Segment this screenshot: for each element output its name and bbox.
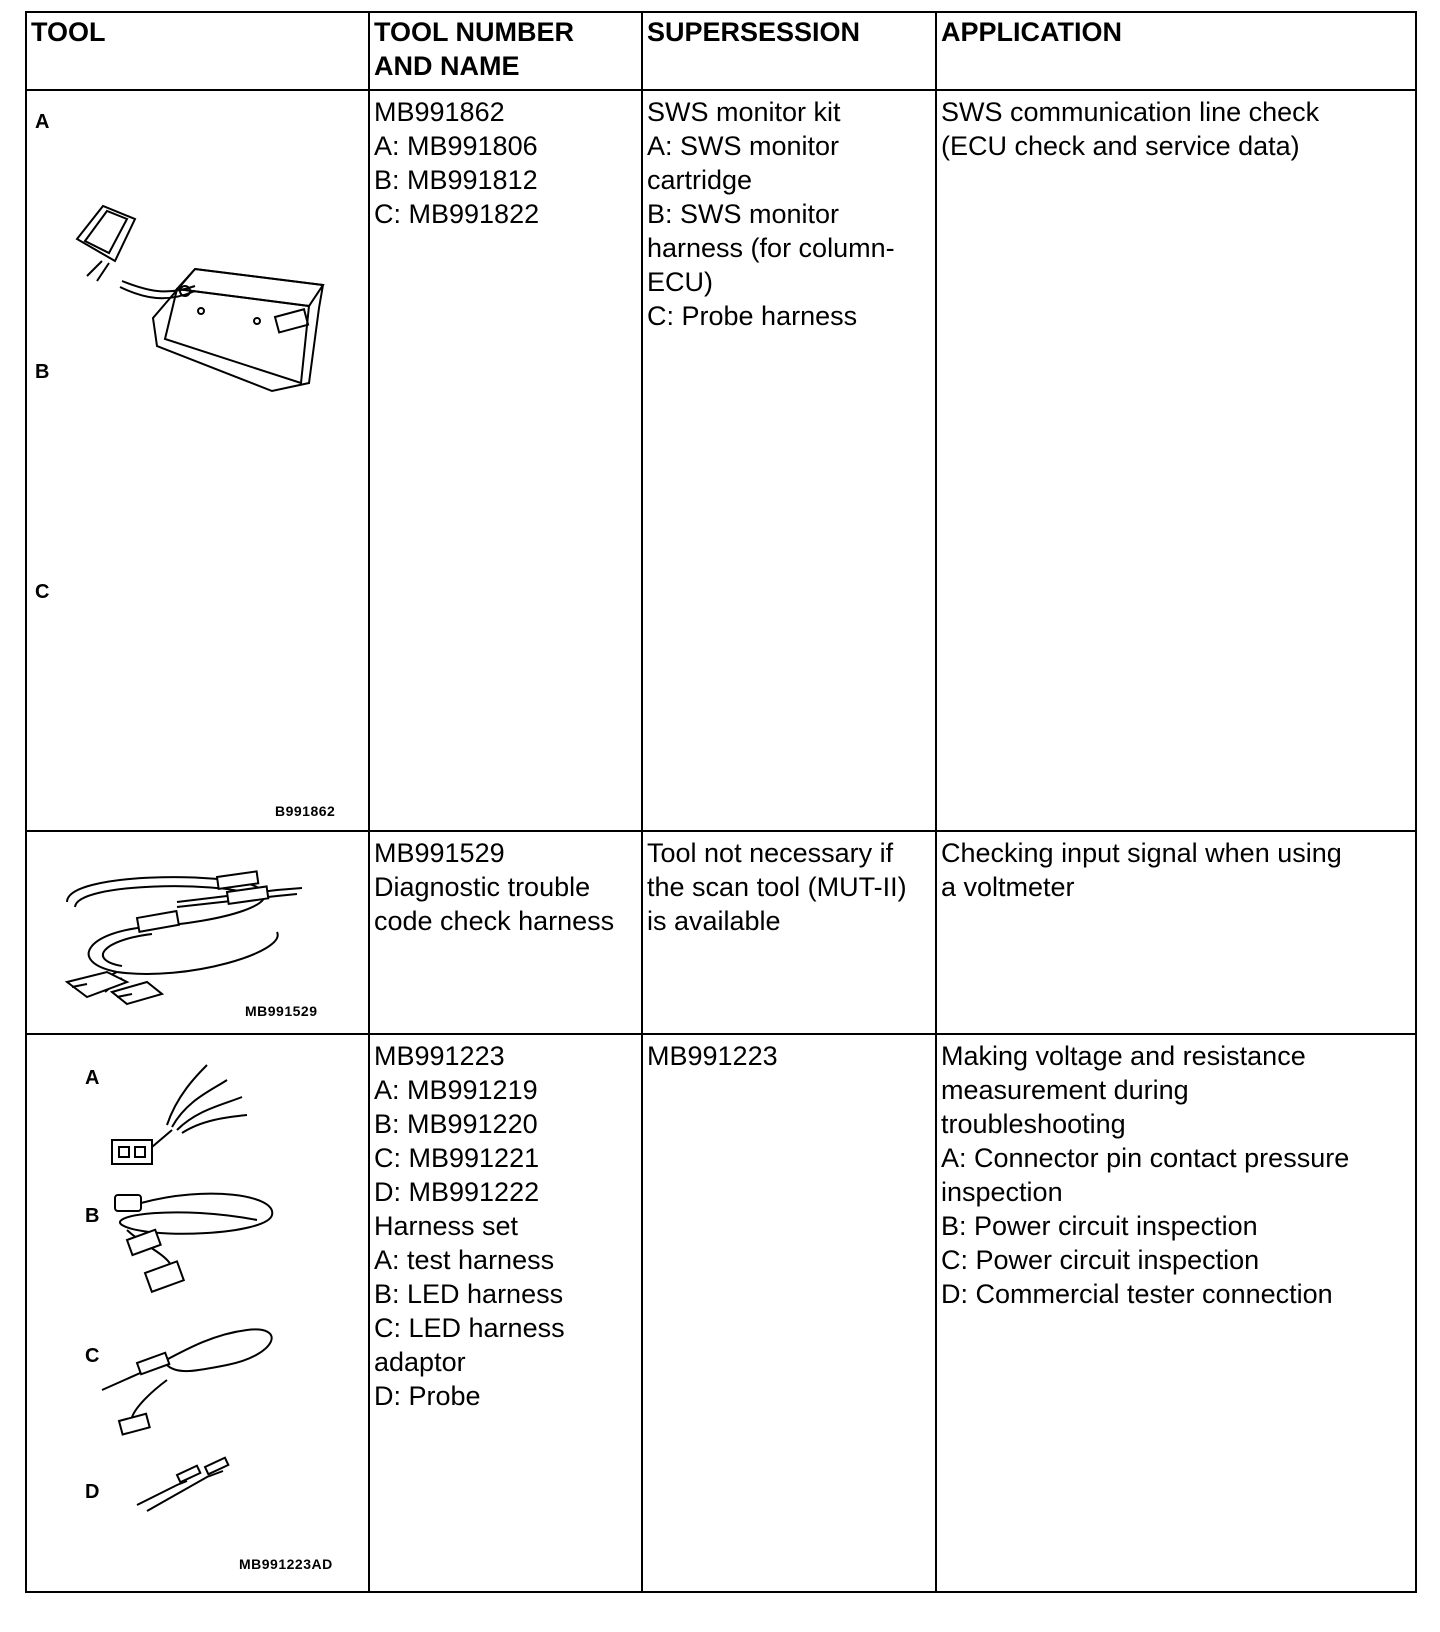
application-line: A: Connector pin contact pressure [941,1143,1350,1173]
tool-number-line: A: MB991219 [374,1075,538,1105]
application-line: measurement during [941,1075,1189,1105]
supersession-line: ECU) [647,267,713,297]
harness-set-illustration [27,1035,370,1593]
table-row [26,90,1416,831]
header-tool [26,12,369,90]
tool-number-cell [369,1034,642,1592]
tool-number-line: C: MB991822 [374,199,540,229]
tool-number-line: Harness set [374,1211,519,1241]
special-tools-table [25,11,1417,1593]
table-row [26,831,1416,1034]
supersession-line: B: SWS monitor [647,199,840,229]
application-line: inspection [941,1177,1063,1207]
header-supersession [642,12,936,90]
application-line: troubleshooting [941,1109,1126,1139]
tool-figure-caption: MB991223AD [239,1556,333,1572]
supersession-cell [642,831,936,1034]
tool-number-line: MB991223 [374,1041,505,1071]
tool-illustration-cell [26,90,369,831]
application-line: a voltmeter [941,872,1075,902]
tool-number-line: C: LED harness [374,1313,565,1343]
tool-number-line: B: LED harness [374,1279,564,1309]
tool-label-b: B [85,1205,100,1227]
supersession-line: cartridge [647,165,753,195]
header-application-label: APPLICATION [941,17,1122,47]
header-row [26,12,1416,90]
application-line: Checking input signal when using [941,838,1342,868]
tool-label-c: C [35,581,50,603]
tool-figure-caption: MB991529 [245,1003,318,1019]
tool-number-line: D: Probe [374,1381,481,1411]
supersession-line: C: Probe harness [647,301,858,331]
header-tool-number-line2: AND NAME [374,51,520,81]
supersession-line: is available [647,906,781,936]
header-tool-number [369,12,642,90]
supersession-line: harness (for column- [647,233,895,263]
sws-monitor-cartridge-illustration [27,91,370,832]
tool-number-line: B: MB991220 [374,1109,538,1139]
tool-number-line: code check harness [374,906,615,936]
application-line: SWS communication line check [941,97,1320,127]
tool-label-d: D [85,1481,100,1503]
application-cell [936,831,1416,1034]
tool-label-b: B [35,361,50,383]
table-row [26,1034,1416,1592]
supersession-cell [642,1034,936,1592]
check-harness-illustration [27,832,370,1035]
tool-number-line: MB991862 [374,97,505,127]
tool-number-line: adaptor [374,1347,466,1377]
tool-number-line: B: MB991812 [374,165,538,195]
supersession-line: A: SWS monitor [647,131,840,161]
tool-number-line: MB991529 [374,838,505,868]
tool-label-a: A [85,1067,100,1089]
tool-number-cell [369,90,642,831]
supersession-cell [642,90,936,831]
tool-illustration-cell [26,1034,369,1592]
header-supersession-label: SUPERSESSION [647,17,861,47]
application-line: C: Power circuit inspection [941,1245,1260,1275]
supersession-line: SWS monitor kit [647,97,841,127]
application-cell [936,1034,1416,1592]
application-cell [936,90,1416,831]
tool-number-line: C: MB991221 [374,1143,540,1173]
tool-figure-caption: B991862 [275,803,336,819]
application-line: Making voltage and resistance [941,1041,1306,1071]
tool-label-a: A [35,111,50,133]
tool-number-cell [369,831,642,1034]
tool-number-line: Diagnostic trouble [374,872,591,902]
tool-number-line: D: MB991222 [374,1177,540,1207]
tool-number-line: A: MB991806 [374,131,538,161]
application-line: D: Commercial tester connection [941,1279,1333,1309]
tool-illustration-cell [26,831,369,1034]
tool-number-line: A: test harness [374,1245,555,1275]
header-application [936,12,1416,90]
application-line: B: Power circuit inspection [941,1211,1258,1241]
header-tool-label: TOOL [31,17,106,47]
supersession-line: the scan tool (MUT-II) [647,872,907,902]
header-tool-number-line1: TOOL NUMBER [374,17,575,47]
application-line: (ECU check and service data) [941,131,1300,161]
supersession-line: MB991223 [647,1041,778,1071]
supersession-line: Tool not necessary if [647,838,894,868]
tool-label-c: C [85,1345,100,1367]
